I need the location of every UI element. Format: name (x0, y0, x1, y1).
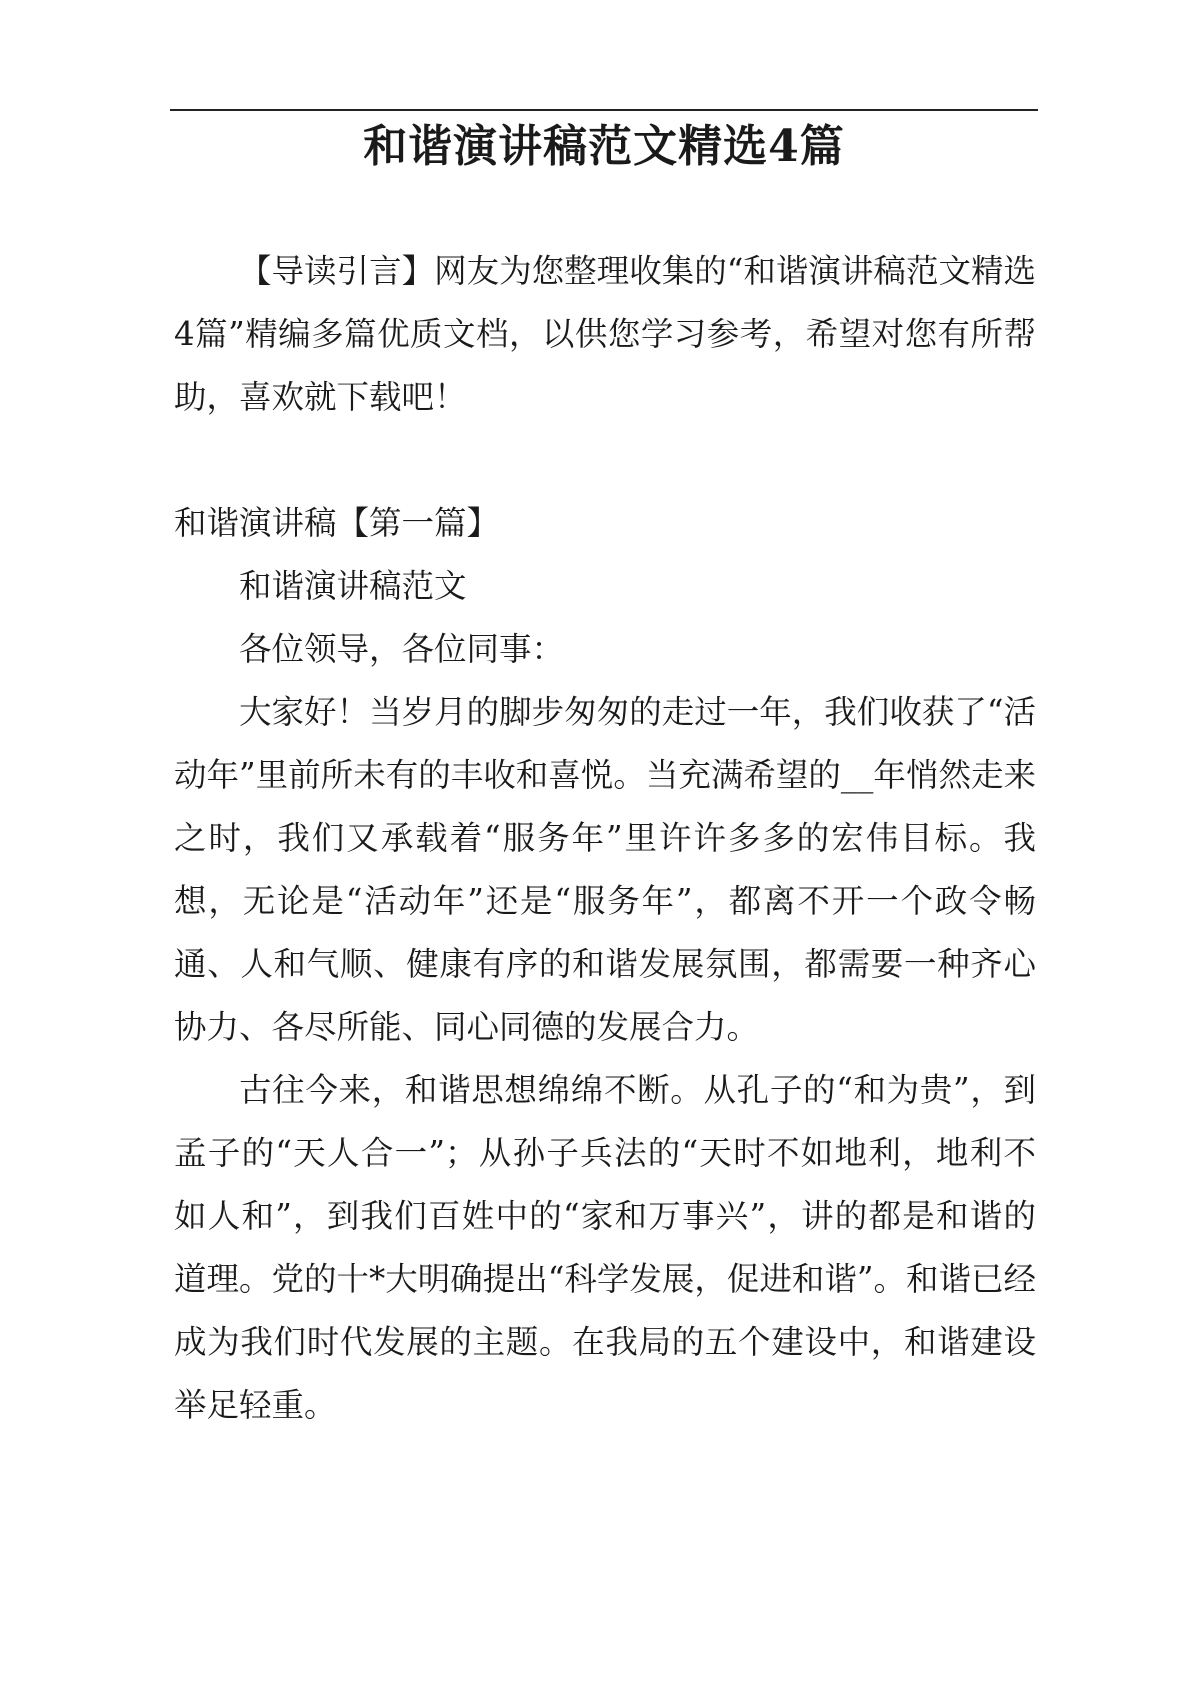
body-paragraph-1: 大家好！当岁月的脚步匆匆的走过一年，我们收获了“活动年”里前所未有的丰收和喜悦。当充满希望的__年悄然走来之时，我们又承载着“服务年”里许许多多的宏伟目标。我想，无论是“活动年”还是“服务年”，都离不开一个政令畅通、人和气顺、健康有序的和谐发展氛围，都需要一种齐心协力、各尽所能、同心同德的发展合力。 (174, 693, 1036, 1046)
document-title: 和谐演讲稿范文精选4篇 (363, 121, 845, 172)
section-heading: 和谐演讲稿【第一篇】 (174, 504, 500, 542)
document-body (174, 240, 1036, 1437)
body-paragraph-2: 古往今来，和谐思想绵绵不断。从孔子的“和为贵”，到孟子的“天人合一”；从孙子兵法的“天时不如地利，地利不如人和”，到我们百姓中的“家和万事兴”，讲的都是和谐的道理。党的十*大明确提出“科学发展，促进和谐”。和谐已经成为我们时代发展的主题。在我局的五个建设中，和谐建设举足轻重。 (174, 1071, 1036, 1424)
salutation: 各位领导，各位同事： (239, 630, 565, 668)
speech-subtitle: 和谐演讲稿范文 (239, 567, 467, 605)
intro-paragraph: 【导读引言】网友为您整理收集的“和谐演讲稿范文精选4篇”精编多篇优质文档，以供您学习参考，希望对您有所帮助，喜欢就下载吧！ (174, 252, 1036, 416)
header-rule (170, 109, 1038, 111)
